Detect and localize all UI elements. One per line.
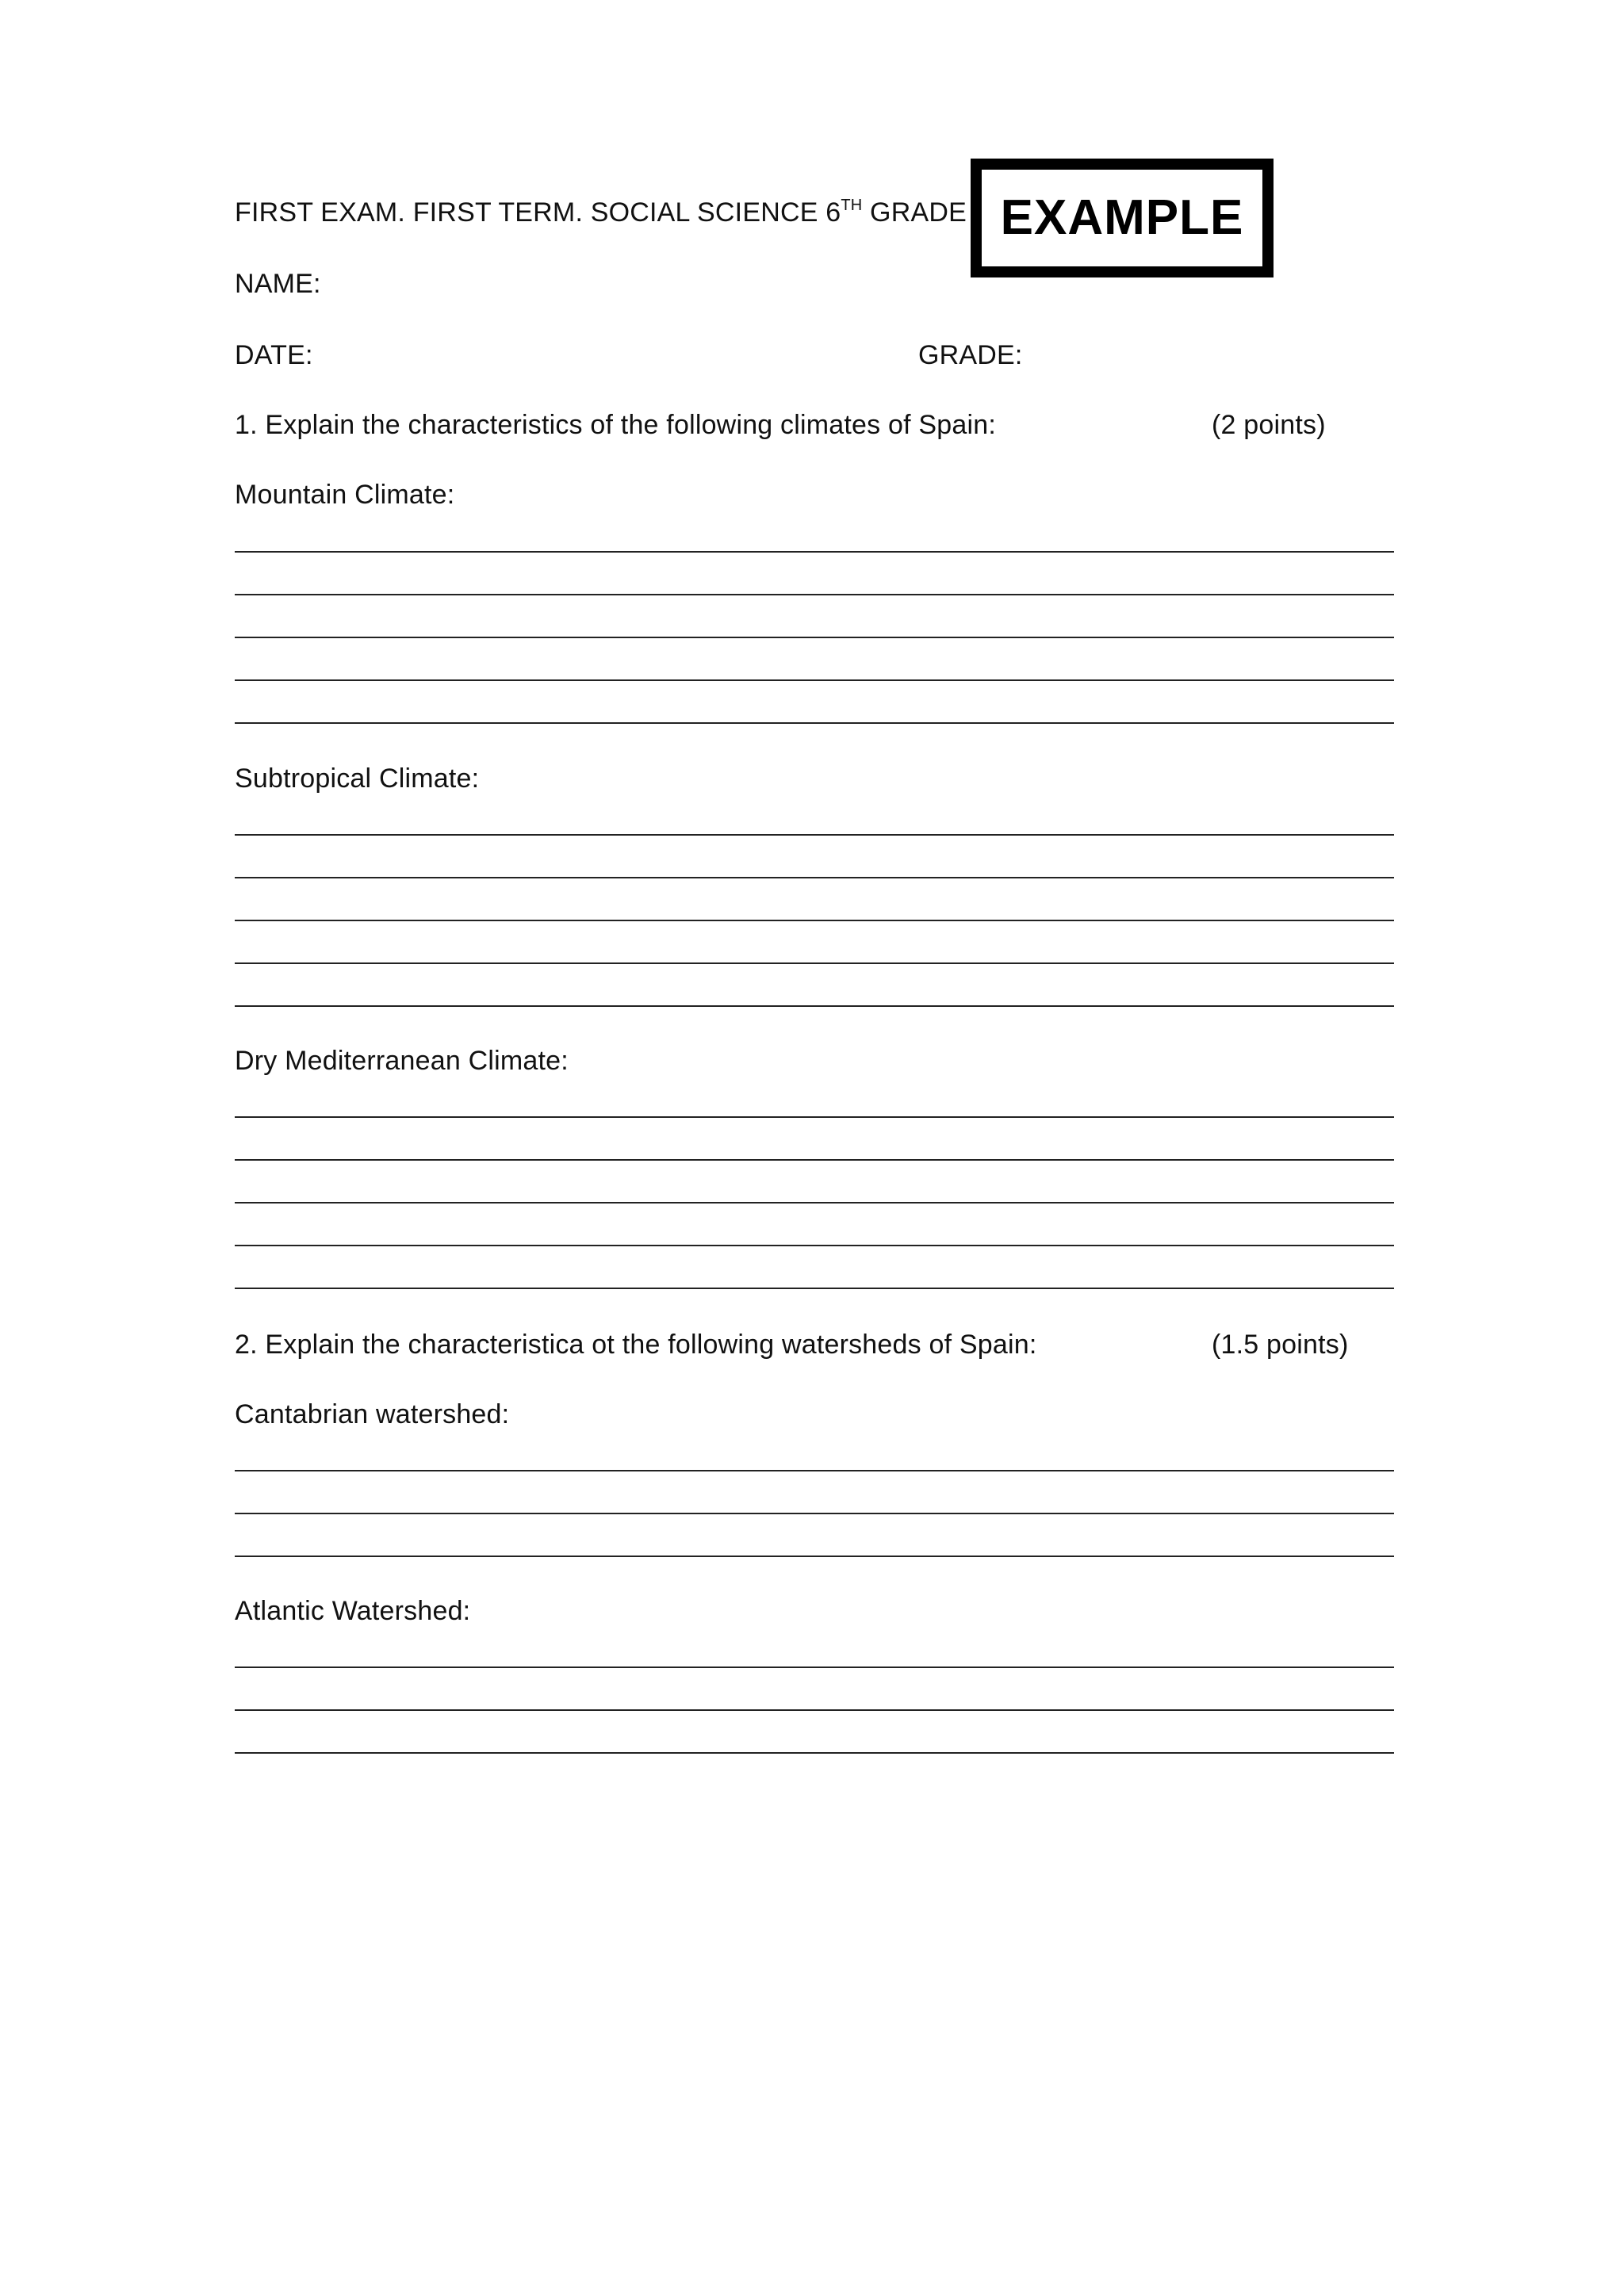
answer-line[interactable] — [235, 1709, 1394, 1711]
answer-line[interactable] — [235, 1202, 1394, 1203]
question-1-prompt: 1. Explain the characteristics of the following climates of Spain: — [235, 410, 997, 440]
answer-line[interactable] — [235, 1470, 1394, 1471]
answer-line[interactable] — [235, 1667, 1394, 1668]
answer-line[interactable] — [235, 877, 1394, 878]
atlantic-watershed-label: Atlantic Watershed: — [235, 1596, 471, 1626]
example-stamp-text: EXAMPLE — [1000, 190, 1244, 245]
answer-line[interactable] — [235, 1513, 1394, 1514]
exam-title-prefix: FIRST EXAM. FIRST TERM. SOCIAL SCIENCE 6 — [235, 197, 841, 228]
answer-line[interactable] — [235, 551, 1394, 553]
answer-line[interactable] — [235, 1005, 1394, 1007]
answer-line[interactable] — [235, 679, 1394, 681]
answer-line[interactable] — [235, 1245, 1394, 1246]
cantabrian-watershed-label: Cantabrian watershed: — [235, 1399, 510, 1429]
answer-line[interactable] — [235, 1556, 1394, 1557]
answer-line[interactable] — [235, 920, 1394, 921]
answer-line[interactable] — [235, 1752, 1394, 1754]
answer-line[interactable] — [235, 1288, 1394, 1289]
mountain-climate-label: Mountain Climate: — [235, 480, 455, 510]
answer-line[interactable] — [235, 594, 1394, 595]
subtropical-climate-label: Subtropical Climate: — [235, 763, 480, 794]
dry-mediterranean-climate-label: Dry Mediterranean Climate: — [235, 1046, 569, 1076]
example-stamp — [971, 159, 1274, 277]
exam-title-suffix: GRADE — [862, 197, 967, 228]
answer-line[interactable] — [235, 962, 1394, 964]
question-2-prompt: 2. Explain the characteristica ot the following watersheds of Spain: — [235, 1330, 1037, 1360]
answer-line[interactable] — [235, 1159, 1394, 1161]
answer-line[interactable] — [235, 834, 1394, 836]
name-label: NAME: — [235, 269, 321, 299]
grade-label: GRADE: — [918, 340, 1023, 370]
answer-line[interactable] — [235, 637, 1394, 638]
date-label: DATE: — [235, 340, 313, 370]
question-1-points: (2 points) — [1212, 410, 1326, 440]
answer-line[interactable] — [235, 1116, 1394, 1118]
question-2-points: (1.5 points) — [1212, 1330, 1349, 1360]
answer-line[interactable] — [235, 722, 1394, 724]
exam-title-superscript: TH — [841, 197, 863, 214]
exam-title — [235, 197, 967, 232]
